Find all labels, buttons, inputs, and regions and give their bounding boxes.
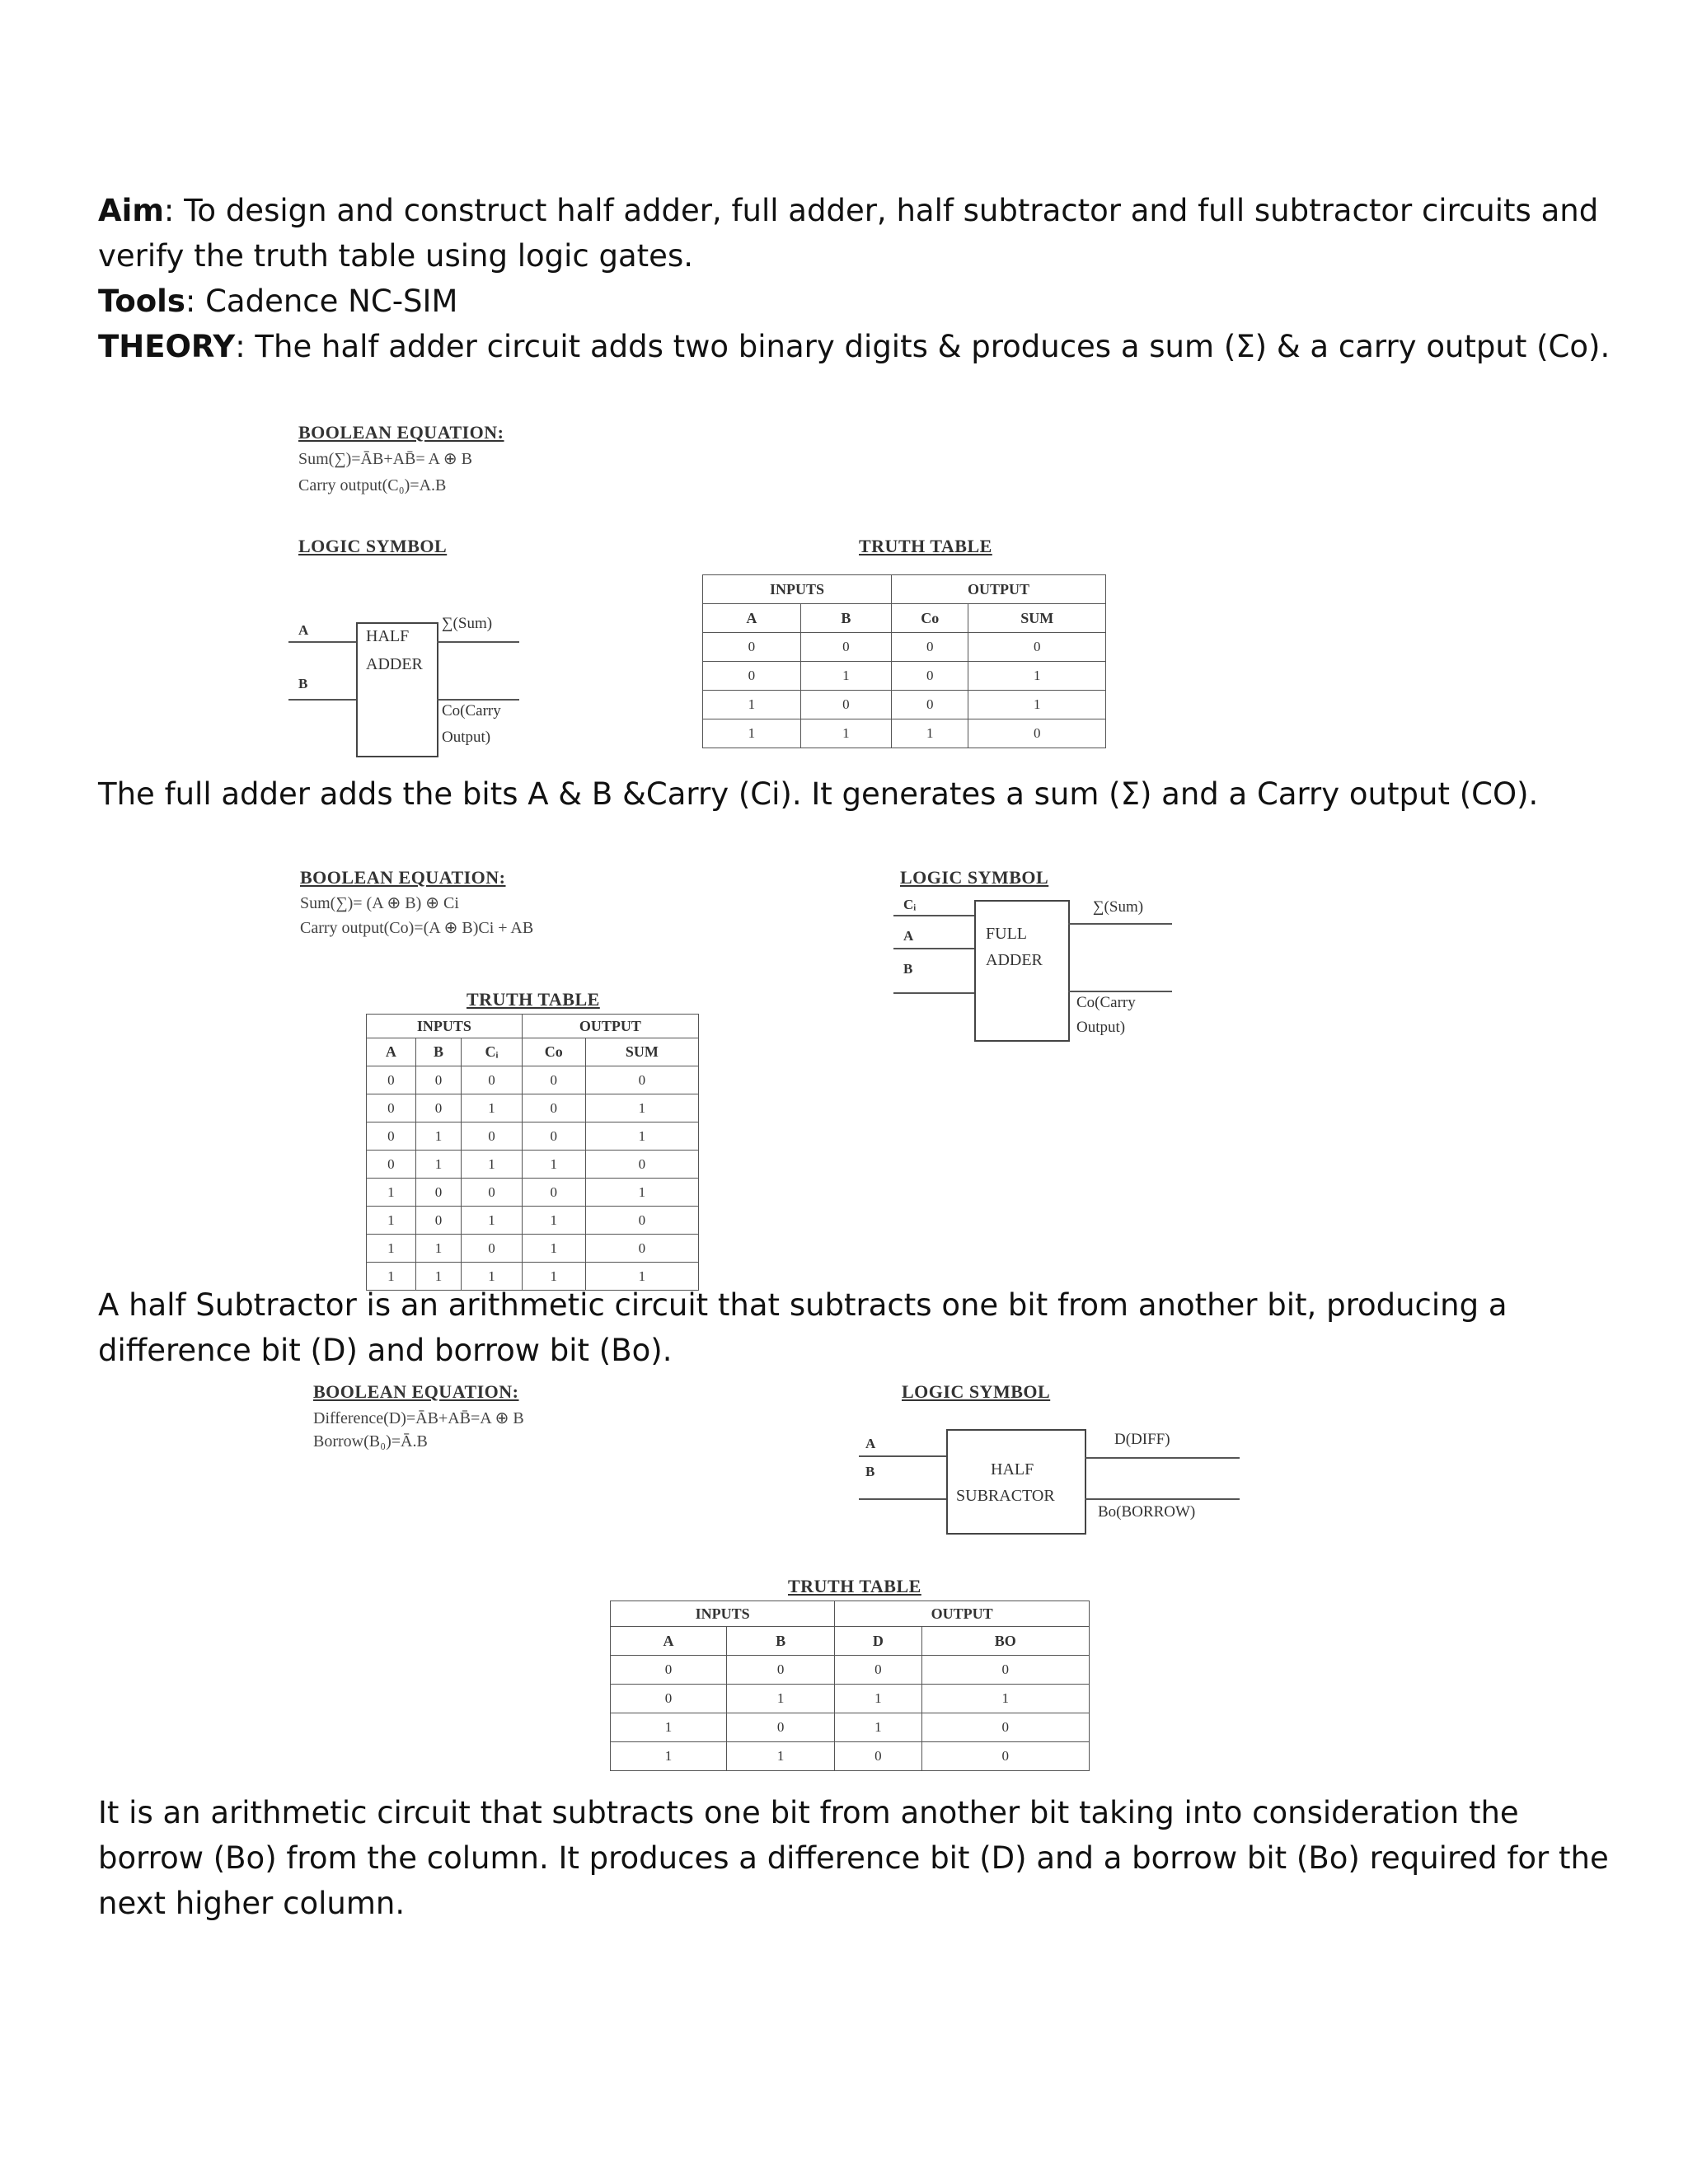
table-column-header	[703, 604, 1106, 633]
cell: 1	[522, 1235, 585, 1263]
col-d: D	[835, 1627, 921, 1656]
half-sub-eq-heading: BOOLEAN EQUATION:	[313, 1381, 519, 1402]
half-sub-block	[946, 1429, 1086, 1535]
table-row	[611, 1742, 1090, 1771]
half-sub-output-borrow: Bo(BORROW)	[1098, 1503, 1196, 1521]
cell: 1	[800, 719, 891, 748]
half-sub-table-heading: TRUTH TABLE	[788, 1576, 921, 1596]
cell: 1	[415, 1235, 462, 1263]
cell: 0	[727, 1713, 835, 1742]
half-adder-block-line1: HALF	[366, 627, 410, 645]
half-sub-symbol-heading: LOGIC SYMBOL	[902, 1381, 1051, 1402]
cell: 1	[835, 1713, 921, 1742]
cell: 0	[800, 633, 891, 662]
theory-label: THEORY	[98, 329, 236, 364]
table-row	[611, 1656, 1090, 1685]
col-ci: Cᵢ	[462, 1038, 523, 1066]
full-adder-input-ci: Cᵢ	[903, 897, 917, 912]
cell: 1	[968, 691, 1106, 719]
cell: 1	[968, 662, 1106, 691]
group-output: OUTPUT	[835, 1601, 1090, 1627]
cell: 1	[611, 1713, 727, 1742]
cell: 0	[415, 1207, 462, 1235]
table-row	[611, 1713, 1090, 1742]
cell: 0	[968, 633, 1106, 662]
cell: 0	[800, 691, 891, 719]
col-a: A	[367, 1038, 416, 1066]
cell: 0	[703, 633, 801, 662]
table-row	[367, 1207, 699, 1235]
cell: 0	[585, 1066, 698, 1094]
table-row	[611, 1685, 1090, 1713]
cell: 1	[835, 1685, 921, 1713]
cell: 1	[462, 1151, 523, 1179]
half-adder-output-carry-2: Output)	[442, 729, 491, 746]
theory-text: : The half adder circuit adds two binary digits & produces a sum (Σ) & a carry output (Co).	[235, 329, 1611, 364]
table-group-header	[703, 575, 1106, 604]
theory-line	[98, 324, 1615, 369]
full-adder-input-a: A	[903, 928, 914, 944]
cell: 0	[367, 1094, 416, 1122]
cell: 1	[415, 1151, 462, 1179]
col-b: B	[800, 604, 891, 633]
full-adder-output-sum: ∑(Sum)	[1093, 898, 1144, 916]
cell: 0	[968, 719, 1106, 748]
cell: 1	[522, 1151, 585, 1179]
cell: 1	[800, 662, 891, 691]
table-row	[367, 1235, 699, 1263]
cell: 0	[367, 1151, 416, 1179]
cell: 0	[462, 1066, 523, 1094]
half-adder-eq-heading: BOOLEAN EQUATION:	[298, 422, 504, 443]
full-adder-eq-heading: BOOLEAN EQUATION:	[300, 867, 506, 888]
cell: 0	[835, 1742, 921, 1771]
cell: 1	[367, 1179, 416, 1207]
table-row	[367, 1151, 699, 1179]
cell: 1	[367, 1263, 416, 1291]
half-adder-output-sum: ∑(Sum)	[442, 615, 493, 632]
half-sub-block-line1: HALF	[991, 1460, 1034, 1479]
table-row	[367, 1122, 699, 1151]
cell: 0	[415, 1094, 462, 1122]
cell: 0	[611, 1685, 727, 1713]
intro-section	[98, 188, 1615, 369]
table-row	[703, 662, 1106, 691]
table-group-header	[367, 1015, 699, 1038]
full-adder-eq-carry: Carry output(Co)=(A ⊕ B)Ci + AB	[300, 919, 534, 937]
cell: 1	[522, 1263, 585, 1291]
cell: 0	[921, 1742, 1089, 1771]
full-adder-line-carry	[1068, 991, 1172, 992]
full-adder-table-heading: TRUTH TABLE	[467, 989, 600, 1010]
half-sub-input-b: B	[865, 1464, 875, 1479]
cell: 1	[415, 1122, 462, 1151]
full-subtractor-intro: It is an arithmetic circuit that subtracts one bit from another bit taking into consideration the borrow (Bo) from the column. It produces a difference bit (D) and a borrow bit (Bo) required for the next higher column.	[98, 1795, 1609, 1921]
full-adder-output-carry-1: Co(Carry	[1076, 994, 1136, 1011]
aim-text: : To design and construct half adder, full adder, half subtractor and full subtractor circuits and verify the truth table using logic gates.	[98, 193, 1599, 274]
cell: 1	[462, 1263, 523, 1291]
table-row	[367, 1179, 699, 1207]
col-b: B	[727, 1627, 835, 1656]
half-sub-output-diff: D(DIFF)	[1114, 1431, 1170, 1448]
cell: 0	[367, 1122, 416, 1151]
half-sub-line-b	[859, 1498, 948, 1500]
full-adder-line-a	[893, 948, 976, 949]
cell: 0	[585, 1207, 698, 1235]
full-adder-line-ci	[893, 915, 976, 916]
full-adder-symbol-heading: LOGIC SYMBOL	[900, 867, 1049, 888]
cell: 1	[462, 1207, 523, 1235]
full-adder-line-sum	[1068, 923, 1172, 925]
aim-label: Aim	[98, 193, 164, 228]
cell: 1	[367, 1207, 416, 1235]
half-sub-input-a: A	[865, 1436, 876, 1451]
group-output: OUTPUT	[892, 575, 1106, 604]
cell: 0	[522, 1179, 585, 1207]
cell: 1	[522, 1207, 585, 1235]
cell: 0	[522, 1094, 585, 1122]
half-adder-symbol-heading: LOGIC SYMBOL	[298, 536, 448, 556]
cell: 1	[921, 1685, 1089, 1713]
full-adder-intro: The full adder adds the bits A & B &Carry (Ci). It generates a sum (Σ) and a Carry output (CO).	[98, 776, 1539, 812]
cell: 1	[585, 1179, 698, 1207]
cell: 0	[585, 1151, 698, 1179]
full-adder-block	[974, 900, 1070, 1042]
cell: 0	[522, 1122, 585, 1151]
cell: 1	[415, 1263, 462, 1291]
half-adder-eq-carry: Carry output(C₀)=A.B	[298, 476, 447, 494]
half-adder-input-b: B	[298, 676, 308, 691]
half-adder-line-sum	[437, 641, 519, 643]
cell: 0	[921, 1656, 1089, 1685]
half-adder-line-a	[288, 641, 358, 643]
full-adder-block-line1: FULL	[986, 925, 1027, 943]
table-row	[367, 1066, 699, 1094]
cell: 0	[835, 1656, 921, 1685]
full-adder-eq-sum: Sum(∑)= (A ⊕ B) ⊕ Ci	[300, 894, 459, 912]
cell: 1	[892, 719, 968, 748]
cell: 0	[462, 1122, 523, 1151]
cell: 0	[522, 1066, 585, 1094]
col-co: Co	[522, 1038, 585, 1066]
table-column-header	[367, 1038, 699, 1066]
half-adder-block-line2: ADDER	[366, 655, 423, 673]
group-inputs: INPUTS	[367, 1015, 523, 1038]
cell: 0	[727, 1656, 835, 1685]
half-subtractor-intro: A half Subtractor is an arithmetic circuit that subtracts one bit from another bit, producing a difference bit (D) and borrow bit (Bo).	[98, 1287, 1507, 1368]
full-adder-output-carry-2: Output)	[1076, 1019, 1126, 1036]
table-row	[703, 719, 1106, 748]
col-co: Co	[892, 604, 968, 633]
half-sub-line-a	[859, 1455, 948, 1457]
full-adder-block-line2: ADDER	[986, 951, 1043, 969]
cell: 0	[892, 662, 968, 691]
cell: 0	[892, 691, 968, 719]
half-adder-line-b	[288, 699, 358, 701]
cell: 0	[611, 1656, 727, 1685]
half-sub-line-borrow	[1085, 1498, 1240, 1500]
table-row	[703, 691, 1106, 719]
group-output: OUTPUT	[522, 1015, 698, 1038]
table-row	[703, 633, 1106, 662]
col-a: A	[703, 604, 801, 633]
cell: 1	[585, 1263, 698, 1291]
tools-label: Tools	[98, 284, 185, 319]
cell: 0	[415, 1179, 462, 1207]
half-sub-truth-table	[610, 1601, 1090, 1771]
cell: 0	[921, 1713, 1089, 1742]
cell: 1	[703, 691, 801, 719]
half-sub-eq-borrow: Borrow(B₀)=Ā.B	[313, 1432, 428, 1451]
cell: 1	[367, 1235, 416, 1263]
full-adder-line-b	[893, 992, 976, 994]
table-column-header	[611, 1627, 1090, 1656]
group-inputs: INPUTS	[703, 575, 892, 604]
cell: 1	[727, 1742, 835, 1771]
cell: 0	[415, 1066, 462, 1094]
table-row	[367, 1094, 699, 1122]
half-adder-output-carry-1: Co(Carry	[442, 702, 501, 719]
cell: 0	[462, 1235, 523, 1263]
cell: 0	[462, 1179, 523, 1207]
cell: 1	[727, 1685, 835, 1713]
cell: 0	[892, 633, 968, 662]
half-sub-line-diff	[1085, 1457, 1240, 1459]
half-adder-table-heading: TRUTH TABLE	[859, 536, 992, 556]
cell: 1	[462, 1094, 523, 1122]
half-adder-truth-table	[702, 574, 1106, 748]
cell: 1	[585, 1122, 698, 1151]
col-bo: BO	[921, 1627, 1089, 1656]
tools-line	[98, 279, 1615, 324]
col-b: B	[415, 1038, 462, 1066]
full-adder-input-b: B	[903, 961, 913, 977]
tools-text: : Cadence NC-SIM	[185, 284, 458, 319]
cell: 1	[703, 719, 801, 748]
aim-line	[98, 188, 1615, 279]
full-adder-truth-table	[366, 1014, 699, 1291]
col-sum: SUM	[968, 604, 1106, 633]
group-inputs: INPUTS	[611, 1601, 835, 1627]
half-adder-line-carry	[437, 699, 519, 701]
cell: 1	[585, 1094, 698, 1122]
table-group-header	[611, 1601, 1090, 1627]
cell: 1	[611, 1742, 727, 1771]
half-adder-input-a: A	[298, 622, 309, 638]
col-sum: SUM	[585, 1038, 698, 1066]
cell: 0	[367, 1066, 416, 1094]
cell: 0	[585, 1235, 698, 1263]
half-sub-block-line2: SUBRACTOR	[956, 1487, 1055, 1505]
half-adder-block	[356, 622, 438, 757]
col-a: A	[611, 1627, 727, 1656]
cell: 0	[703, 662, 801, 691]
half-adder-eq-sum: Sum(∑)=ĀB+AB̄= A ⊕ B	[298, 450, 472, 468]
half-sub-eq-diff: Difference(D)=ĀB+AB̄=A ⊕ B	[313, 1409, 524, 1427]
